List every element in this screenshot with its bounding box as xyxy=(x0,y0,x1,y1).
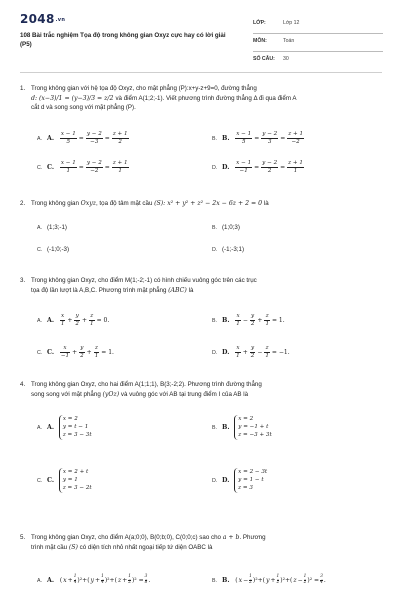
q3-option-d[interactable]: D. D. $\frac{x}{1}$ + $\frac{y}{2}$ − $\frac{z}{1}$ = −1. xyxy=(212,345,290,359)
q2-option-c[interactable]: C. (-1;0;-3) xyxy=(37,246,70,253)
question-1-line-3: cắt d và song song với mặt phẳng (P). xyxy=(31,104,136,112)
q5-option-a[interactable]: A. A. (x+ $\frac{1}{4}$ )²+(y+ $\frac{1}{4}$ )²+(z+ $\frac{1}{2}$ )² = $\frac{3}{8}$ . xyxy=(37,574,151,585)
meta-row-class: LỚP: Lớp 12 xyxy=(253,16,383,34)
meta-row-question-count: SỐ CÂU: 30 xyxy=(253,56,289,62)
q3-option-a[interactable]: A. A. $\frac{x}{1}$ + $\frac{y}{2}$ + $\frac{z}{1}$ = 0. xyxy=(37,313,110,327)
meta-info-box xyxy=(253,16,383,69)
q5-option-b[interactable]: B. B. (x− $\frac{1}{2}$ )²+(y+ $\frac{1}{2}$ )²+(z− $\frac{1}{2}$ )² = $\frac{3}{4}$ . xyxy=(212,574,326,585)
q4-option-d[interactable]: D. D. x = 2 − 3t y = 1 − t z = 3 xyxy=(212,469,268,492)
header-separator xyxy=(20,72,382,73)
q3-option-b[interactable]: B. B. $\frac{x}{1}$ − $\frac{y}{2}$ + $\frac{z}{1}$ = 1. xyxy=(212,313,285,327)
q3-option-c[interactable]: C. C. $\frac{x}{-1}$ + $\frac{y}{2}$ + $\frac{z}{1}$ = 1. xyxy=(37,345,114,359)
q1-option-a[interactable]: A. A. $\frac{x - 1}{5}$ = $\frac{y - 2}{-3}$ = $\frac{z + 1}{2}$ xyxy=(37,131,128,145)
q1-option-c[interactable]: C. C. $\frac{x - 1}{1}$ = $\frac{y - 2}{-2}$ = $\frac{z + 1}{1}$ xyxy=(37,160,128,174)
q2-option-b[interactable]: B. (1;0;3) xyxy=(212,224,240,231)
question-1-line-1: Trong không gian với hệ tọa độ Oxyz, cho mặt phẳng (P):x+y-z+9=0, đường thẳng xyxy=(31,85,257,92)
q4-option-c[interactable]: C. C. x = 2 + t y = 1 z = 3 − 2t xyxy=(37,469,92,492)
q4-option-b[interactable]: B. B. x = 2 y = −1 + t z = −3 + 3t xyxy=(212,416,272,439)
q2-option-d[interactable]: D. (-1;-3;1) xyxy=(212,246,245,253)
question-1-line-2: d: (x−3)/1 = (y−3)/3 = z/2 và điểm A(1;2;-1). Viết phương trình đường thẳng Δ đi qua điểm A xyxy=(31,94,297,102)
document-page: 2048.vn 108 Bài trắc nghiệm Tọa độ trong không gian Oxyz cực hay có lời giải (P5) LỚP: Lớp 12 MÔN: Toán SỐ CÂU: 30 1. Trong không gian với hệ tọa độ Oxyz, cho mặt phẳng (P):x+y-z+9=0, đường thẳng d: (x−3)/1 = (y−3)/3 = z/2 và điểm A(1;2;-1). Viết phương trình đường thẳng Δ đi qua điểm A cắt d và song song với mặt phẳng (P). A. A. $\frac{x - 1}{5}$ = $\frac{y - 2}{-3}$ = $\frac{z + 1}{2}$ B. B. $\frac{x - 1}{5}$ = $\frac{y - 2}{3}$ = $\frac{z + 1}{-2}$ C. C. $\frac{x - 1}{1}$ = $\frac{y - 2}{-2}$ = $\frac{z + 1}{1}$ D. D. $\frac{x - 1}{-1}$ = $\frac{y - 2}{2}$ = $\frac{z + 1}{1}$ 2. Trong không gian Oxyz, tọa độ tâm mặt cầu (S): x² + y² + z² − 2x − 6z + 2 = 0 là A. (1;3;-1) B. (1;0;3) C. (-1;0;-3) D. (-1;-3;1) 3. Trong không gian Oxyz, cho điểm M(1;-2;-1) có hình chiếu vuông góc trên các trục tọa độ lần lượt là A,B,C. Phương trình mặt phẳng (ABC) là A. A. $\frac{x}{1}$ + $\frac{y}{2}$ + $\frac{z}{1}$ = 0. B. B. $\frac{x}{1}$ − $\frac{y}{2}$ + $\frac{z}{1}$ = 1. C. C. $\frac{x}{-1}$ + $\frac{y}{2}$ + $\frac{z}{1}$ = 1. D. D. $\frac{x}{1}$ + $\frac{y}{2}$ − $\frac{z}{1}$ = −1. 4. Trong không gian Oxyz, cho hai điểm A(1;1;1), B(3;-2;2). Phương trình đường thẳng song song với mặt phẳng (yOz) và vuông góc với AB tại trung điểm I của AB là A. A. x = 2 y = t − 1 z = 3 − 3t B. B. x = 2 y = −1 + t z = −3 + 3t C. C. x = 2 + t y = 1 z = 3 − 2t D. D. x = 2 − 3t y = 1 − t z = 3 5. Trong không gian Oxyz, cho điểm A(a;0;0), B(0;b;0), C(0;0;c) sao cho a + b. Phương trình mặt cầu (S) có diện tích nhỏ nhất ngoại tiếp tứ diện OABC là A. A. (x+ $\frac{1}{4}$ )²+(y+ $\frac{1}{4}$ )²+(z+ $\frac{1}{2}$ )² = $\frac{3}{8}$ . B. B. (x− $\frac{1}{2}$ )²+(y+ $\frac{1}{2}$ )²+(z− $\frac{1}{2}$ )² = $\frac{3}{4}$ . xyxy=(0,0,400,600)
q1-option-b[interactable]: B. B. $\frac{x - 1}{5}$ = $\frac{y - 2}{3}$ = $\frac{z + 1}{-2}$ xyxy=(212,131,303,145)
site-logo: 2048.vn xyxy=(20,12,66,26)
document-title: 108 Bài trắc nghiệm Tọa độ trong không gian Oxyz cực hay có lời giải (P5) xyxy=(20,32,226,48)
meta-row-subject: MÔN: Toán xyxy=(253,34,383,52)
q2-option-a[interactable]: A. (1;3;-1) xyxy=(37,224,67,231)
q1-option-d[interactable]: D. D. $\frac{x - 1}{-1}$ = $\frac{y - 2}{2}$ = $\frac{z + 1}{1}$ xyxy=(212,160,303,174)
q4-option-a[interactable]: A. A. x = 2 y = t − 1 z = 3 − 3t xyxy=(37,416,92,439)
